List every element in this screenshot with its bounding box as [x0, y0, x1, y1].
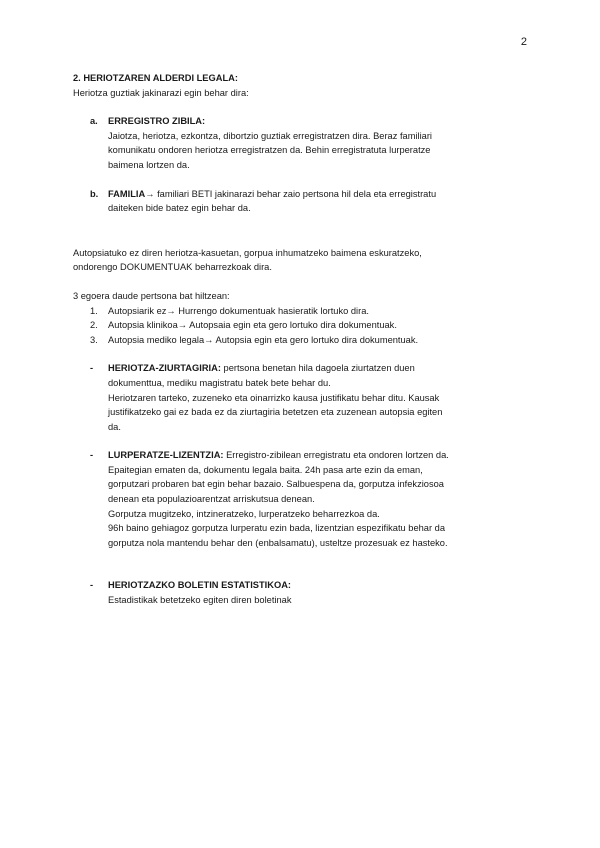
situations-intro: 3 egoera daude pertsona bat hiltzean:	[73, 290, 230, 301]
item-text-line: Estadistikak betetzeko egiten diren boletinak	[108, 595, 292, 606]
item-label: HERIOTZAZKO BOLETIN ESTATISTIKOA:	[108, 580, 292, 591]
item-text: Autopsia klinikoa→ Autopsaia egin eta gero lortuko dira dokumentuak.	[108, 320, 397, 331]
paragraph-line: Autopsiatuko ez diren heriotza-kasuetan, gorpua inhumatzeko baimena eskuratzeko,	[73, 247, 422, 258]
item-text-line: Epaitegian ematen da, dokumentu legala baita. 24h pasa arte ezin da eman,	[108, 464, 423, 475]
page-number: 2	[520, 36, 527, 48]
item-text-line: baimena lortzen da.	[108, 159, 190, 170]
list-item	[73, 318, 528, 333]
list-marker: 3.	[90, 334, 98, 345]
item-text-line: justifikatzeko gai ez bada ez da ziurtagiria betetzen eta zuzenean autopsia egiten	[108, 407, 443, 418]
paragraph-line: ondorengo DOKUMENTUAK beharrezkoak dira.	[73, 262, 272, 273]
list-marker: -	[90, 450, 94, 461]
list-item	[73, 333, 528, 348]
item-text-line: da.	[108, 421, 121, 432]
item-text-line: denean eta populazioarentzat arriskutsua denean.	[108, 494, 315, 505]
autopsy-paragraph	[73, 246, 528, 275]
item-text-line: Gorputza mugitzeko, intzineratzeko, lurperatzeko beharrezkoa da.	[108, 508, 380, 519]
list-item-lurperatze-lizentzia	[73, 448, 528, 550]
item-text: → familiari BETI jakinarazi behar zaio pertsona hil dela eta erregistratu	[145, 188, 437, 199]
section-title: 2. HERIOTZAREN ALDERDI LEGALA:	[73, 73, 238, 83]
item-text-line: komunikatu ondoren heriotza erregistratzen da. Behin erregistratuta lurperatze	[108, 145, 431, 156]
list-item-heriotzazko-boletin	[73, 578, 528, 607]
list-item-familia	[73, 187, 528, 216]
item-label: HERIOTZA-ZIURTAGIRIA:	[108, 363, 221, 374]
item-text-line: gorputza nola mantendu behar den (enbalsamatu), usteltze prozesuak ez hasteko.	[108, 537, 448, 548]
item-text: Autopsia mediko legala→ Autopsia egin eta gero lortuko dira dokumentuak.	[108, 334, 419, 345]
list-marker: -	[90, 580, 94, 591]
numbered-list	[73, 304, 528, 348]
list-marker: b.	[90, 188, 99, 199]
section-intro: Heriotza guztiak jakinarazi egin behar dira:	[73, 87, 249, 98]
item-text-line: 96h baino gehiagoz gorputza lurperatu ezin bada, lizentzian espezifikatu behar da	[108, 523, 445, 534]
list-marker: a.	[90, 116, 98, 127]
lettered-list	[73, 114, 528, 216]
item-text-line: dokumenttua, mediku magistratu batek bete behar du.	[108, 377, 331, 388]
list-marker: 2.	[90, 320, 98, 331]
item-text: Autopsiarik ez→ Hurrengo dokumentuak hasieratik lortuko dira.	[108, 305, 369, 316]
list-item-erregistro-zibila	[73, 114, 528, 172]
list-item	[73, 304, 528, 319]
item-label: ERREGISTRO ZIBILA:	[108, 116, 206, 127]
document-body	[73, 71, 528, 608]
item-text-line: Heriotzaren tarteko, zuzeneko eta oinarrizko kausa justifikatu behar ditu. Kausak	[108, 392, 440, 403]
list-marker: -	[90, 363, 94, 374]
item-text-line: Jaiotza, heriotza, ezkontza, dibortzio guztiak erregistratzen dira. Beraz familiari	[108, 130, 432, 141]
item-text-line: daiteken bide batez egin behar da.	[108, 203, 251, 214]
item-text: Erregistro-zibilean erregistratu eta ondoren lortzen da.	[223, 450, 449, 461]
item-text: pertsona benetan hila dagoela ziurtatzen duen	[220, 363, 415, 374]
list-item-heriotza-ziurtagiria	[73, 361, 528, 434]
item-label: FAMILIA	[108, 188, 146, 199]
item-text-line: gorputzari probaren bat egin behar bazaio. Salbuespena da, gorputza infekziosoa	[108, 479, 444, 490]
list-marker: 1.	[90, 305, 98, 316]
item-label: LURPERATZE-LIZENTZIA:	[108, 450, 224, 461]
